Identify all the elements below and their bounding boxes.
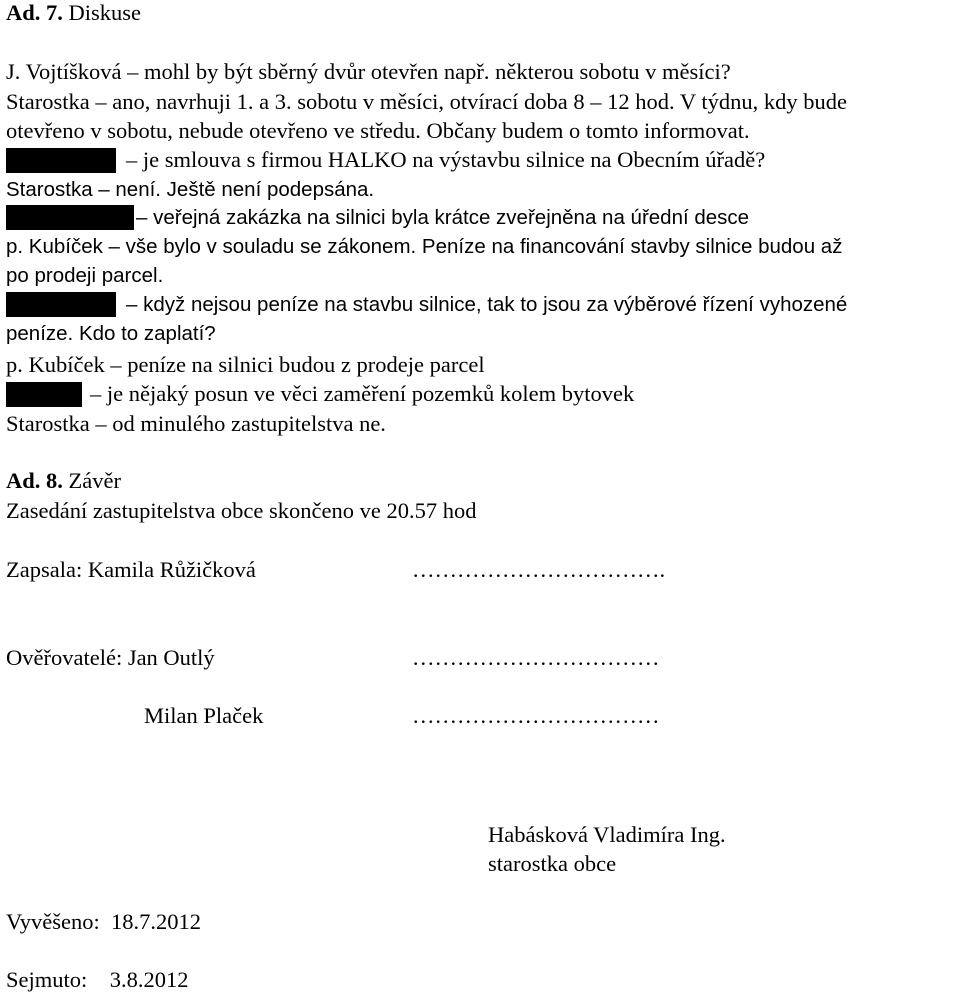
redaction-block	[6, 382, 82, 407]
posted-date: Vyvěšeno: 18.7.2012	[6, 909, 201, 934]
mayor-name: Habásková Vladimíra Ing.	[488, 822, 726, 847]
discussion-line: – je nějaký posun ve věci zaměření pozemků kolem bytovek	[90, 381, 635, 406]
discussion-line: p. Kubíček – vše bylo v souladu se zákonem. Peníze na financování stavby silnice budou až	[6, 235, 843, 258]
discussion-line: otevřeno v sobotu, nebude otevřeno ve středu. Občany budem o tomto informovat.	[6, 118, 750, 143]
signature-line-recorder: …………………………….	[412, 557, 666, 582]
closing-statement: Zasedání zastupitelstva obce skončeno ve 20.57 hod	[6, 498, 477, 523]
verifiers-label: Ověřovatelé: Jan Outlý	[6, 645, 215, 670]
discussion-line: Starostka – ano, navrhuji 1. a 3. sobotu v měsíci, otvírací doba 8 – 12 hod. V týdnu, kdy bude	[6, 89, 847, 114]
discussion-line: – veřejná zakázka na silnici byla krátce zveřejněna na úřední desce	[136, 206, 750, 229]
section-7-title: Diskuse	[68, 0, 142, 25]
section-8-number: Ad. 8.	[6, 468, 63, 493]
recorded-by: Zapsala: Kamila Růžičková	[6, 557, 256, 582]
section-7-number: Ad. 7.	[6, 0, 63, 25]
redaction-block	[6, 205, 134, 230]
discussion-line: p. Kubíček – peníze na silnici budou z prodeje parcel	[6, 352, 485, 377]
redaction-block	[6, 292, 116, 317]
discussion-line: – je smlouva s firmou HALKO na výstavbu silnice na Obecním úřadě?	[126, 147, 766, 172]
discussion-line: Starostka – od minulého zastupitelstva ne.	[6, 411, 386, 436]
redaction-block	[6, 148, 116, 173]
discussion-line: J. Vojtíšková – mohl by být sběrný dvůr otevřen např. některou sobotu v měsíci?	[6, 59, 731, 84]
discussion-line: po prodeji parcel.	[6, 264, 164, 287]
section-7-heading	[6, 0, 141, 28]
discussion-line: Starostka – není. Ještě není podepsána.	[6, 178, 375, 201]
signature-line-verifier-2: ……………………………	[412, 703, 660, 728]
removed-date: Sejmuto: 3.8.2012	[6, 967, 189, 992]
verifier-2-name: Milan Plaček	[144, 703, 264, 728]
discussion-line: – když nejsou peníze na stavbu silnice, tak to jsou za výběrové řízení vyhozené	[126, 293, 848, 316]
signature-line-verifier-1: ……………………………	[412, 645, 660, 670]
section-8-title: Závěr	[68, 468, 121, 493]
mayor-title: starostka obce	[488, 851, 617, 876]
discussion-line: peníze. Kdo to zaplatí?	[6, 322, 216, 345]
section-8-heading	[6, 466, 121, 496]
